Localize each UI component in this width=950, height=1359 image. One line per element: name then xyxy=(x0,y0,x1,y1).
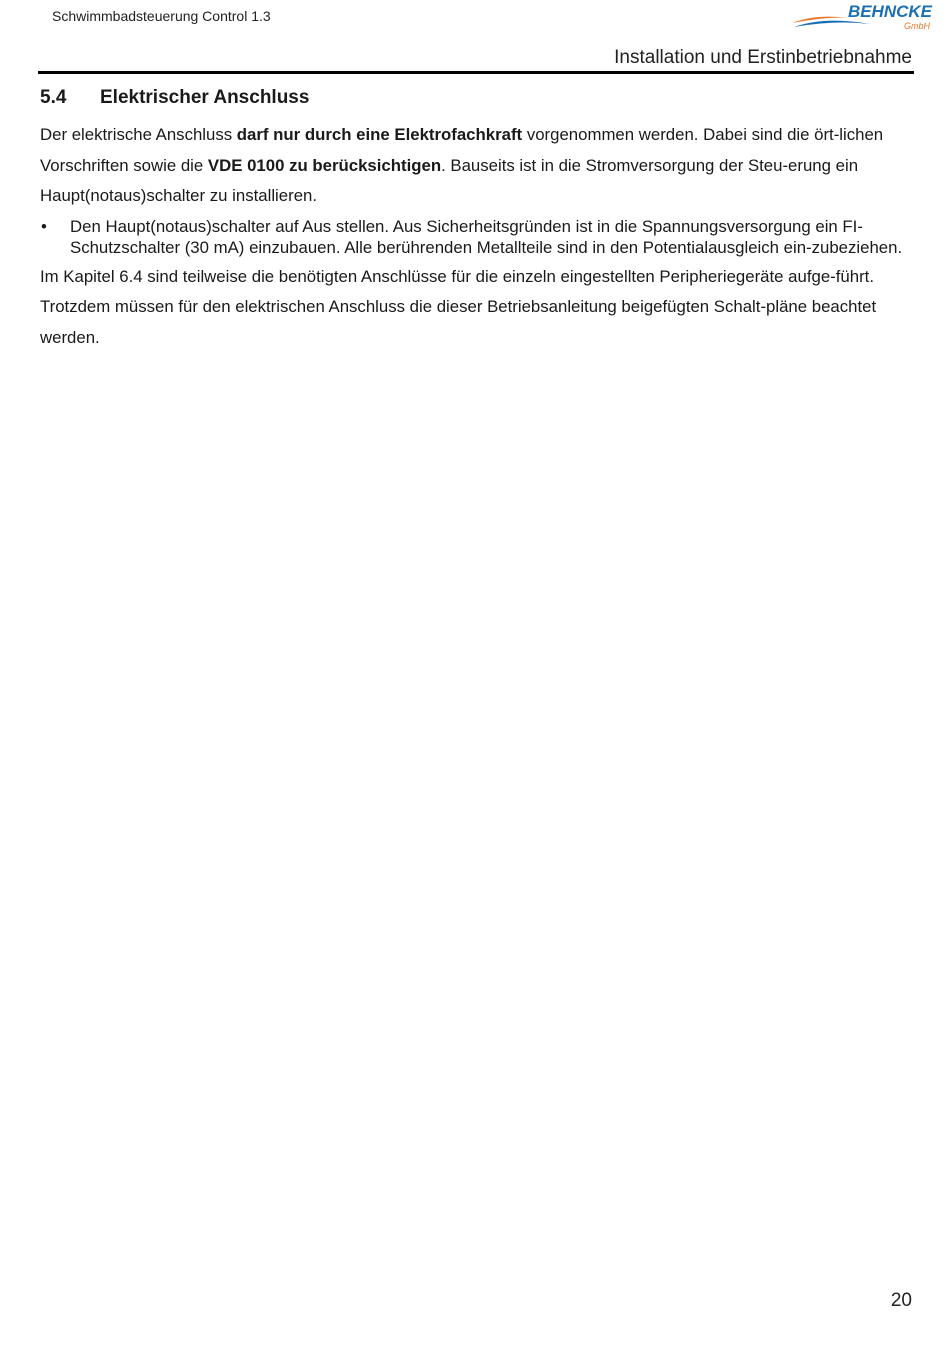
logo-brand: BEHNCKE xyxy=(847,2,932,21)
intro-bold-1: darf nur durch eine Elektrofachkraft xyxy=(236,125,523,144)
page-content xyxy=(40,84,912,353)
logo-graphic xyxy=(790,2,935,34)
bullet-symbol: • xyxy=(41,216,47,236)
intro-text-2: vorgenommen werden. Dabei sind die ört-lichen Vorschriften sowie die xyxy=(40,125,884,175)
intro-text-1: Der elektrische Anschluss xyxy=(40,125,237,144)
intro-bold-2: VDE 0100 zu berücksichtigen xyxy=(207,155,442,175)
intro-paragraph xyxy=(40,120,912,212)
header-divider xyxy=(38,71,914,74)
bullet-item xyxy=(40,216,912,258)
logo-swoosh-blue xyxy=(794,21,870,27)
page-number: 20 xyxy=(890,1290,912,1311)
bullet-list xyxy=(40,216,912,258)
section-header-title: Installation und Erstinbetriebnahme xyxy=(614,47,912,68)
section-heading xyxy=(40,84,912,112)
section-number: 5.4 xyxy=(40,87,67,108)
logo-suffix: GmbH xyxy=(903,21,930,31)
behncke-logo xyxy=(790,2,935,34)
intro-text-3: . Bauseits ist in die Stromversorgung der Steu-erung ein Haupt(notaus)schalter zu installieren. xyxy=(40,155,859,205)
document-title: Schwimmbadsteuerung Control 1.3 xyxy=(52,8,271,24)
chapter-reference-paragraph: Im Kapitel 6.4 sind teilweise die benötigten Anschlüsse für die einzeln eingestellten Peripheriegeräte aufge-führt. Trotzdem müssen für den elektrischen Anschluss die dieser Betriebsanleitung beigefügten Schalt-pläne beachtet werden. xyxy=(40,266,877,347)
bullet-text: Den Haupt(notaus)schalter auf Aus stellen. Aus Sicherheitsgründen ist in die Spannungsversorgung ein FI-Schutzschalter (30 mA) einzubauen. Alle berührenden Metallteile sind in den Potentialausgleich ein-zubeziehen. xyxy=(70,216,903,257)
section-title: Elektrischer Anschluss xyxy=(100,87,310,108)
